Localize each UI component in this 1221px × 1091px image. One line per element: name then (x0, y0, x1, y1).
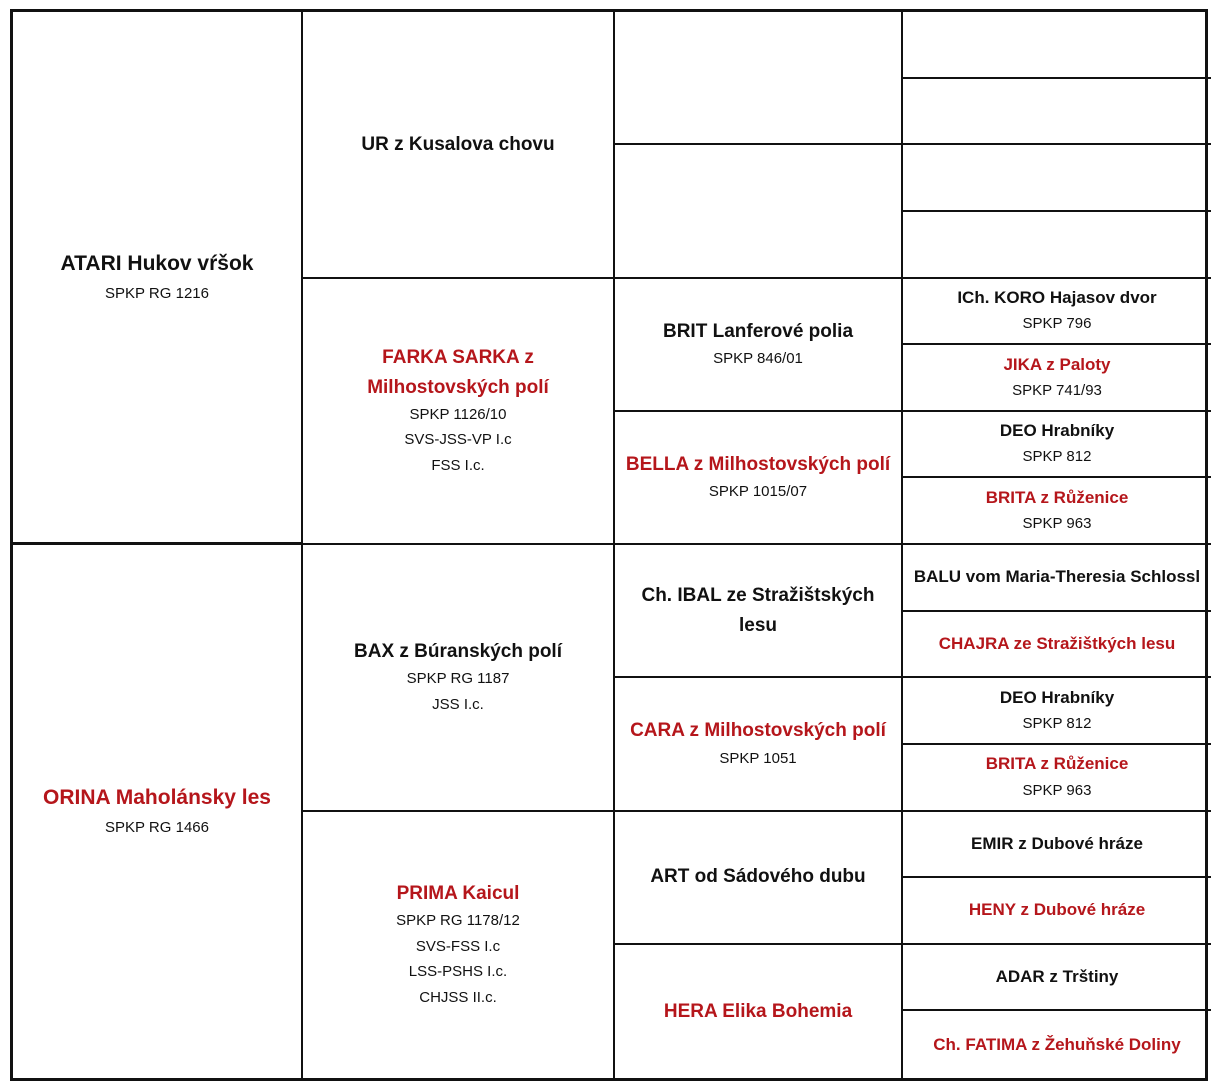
great-grandparent-cell (615, 545, 903, 678)
great-great-grandparent-cell (903, 12, 1211, 79)
registration-info: CHJSS II.c. (419, 988, 497, 1006)
great-great-grandparent-cell (903, 1011, 1211, 1078)
great-great-grandparent-cell (903, 412, 1211, 479)
great-great-grandparent-cell (903, 678, 1211, 745)
great-great-grandparent-cell (903, 212, 1211, 279)
registration-info: SVS-FSS I.c (415, 937, 501, 955)
great-great-grandparent-cell (903, 878, 1211, 945)
registration-info: SPKP 1051 (719, 749, 797, 767)
registration-info: SPKP RG 1178/12 (396, 912, 520, 930)
great-grandparent-cell (615, 279, 903, 412)
great-grandparent-cell (615, 812, 903, 945)
great-grandparent-cell (615, 678, 903, 811)
great-great-grandparent-cell (903, 145, 1211, 212)
great-great-grandparent-cell (903, 345, 1211, 412)
registration-info: SPKP 846/01 (713, 350, 803, 368)
dog-name: ICh. KORO Hajasov dvor (957, 287, 1157, 307)
registration-info: JSS I.c. (432, 695, 484, 713)
dog-name: BALU vom Maria-Theresia Schlossl (913, 567, 1201, 587)
grandparent-cell (303, 279, 615, 546)
registration-info: SPKP 963 (1022, 515, 1092, 533)
dog-name: BRITA z Růženice (985, 487, 1129, 507)
dog-name: JIKA z Paloty (1003, 354, 1111, 374)
dog-name: Ch. FATIMA z Žehuňské Doliny (933, 1034, 1181, 1054)
dog-name: BRITA z Růženice (985, 754, 1129, 774)
dog-name: HERA Elika Bohemia (663, 1000, 853, 1022)
registration-info: SPKP 1126/10 (409, 405, 507, 423)
dog-name: FARKA SARKA z Milhostovských polí (367, 347, 549, 398)
registration-info: SPKP RG 1216 (105, 284, 209, 302)
registration-info: SPKP 963 (1022, 781, 1092, 799)
dog-name: DEO Hrabníky (999, 421, 1115, 441)
dog-name: UR z Kusalova chovu (361, 133, 555, 155)
great-grandparent-cell (615, 12, 903, 145)
great-grandparent-cell (615, 145, 903, 278)
great-grandparent-cell (615, 412, 903, 545)
registration-info: SPKP 796 (1022, 315, 1092, 333)
great-great-grandparent-cell (903, 612, 1211, 679)
dog-name: ATARI Hukov vŕšok (60, 251, 254, 275)
great-great-grandparent-cell (903, 545, 1211, 612)
grandparent-cell (303, 812, 615, 1079)
dog-name: HENY z Dubové hráze (968, 900, 1146, 920)
great-great-grandparent-cell (903, 79, 1211, 146)
great-great-grandparent-cell (903, 745, 1211, 812)
dog-name: PRIMA Kaicul (396, 883, 520, 905)
grandparent-cell (303, 12, 615, 279)
parent-cell (13, 12, 303, 545)
great-great-grandparent-cell (903, 478, 1211, 545)
dog-name: BELLA z Milhostovských polí (625, 453, 891, 475)
dog-name: DEO Hrabníky (999, 687, 1115, 707)
registration-info: SPKP 1015/07 (708, 483, 808, 501)
registration-info: SPKP 812 (1022, 448, 1092, 466)
registration-info: SVS-JSS-VP I.c (404, 431, 512, 449)
dog-name: ORINA Maholánsky les (43, 786, 271, 810)
grandparent-cell (303, 545, 615, 812)
dog-name: EMIR z Dubové hráze (971, 833, 1143, 853)
parent-cell (13, 545, 303, 1078)
registration-info: LSS-PSHS I.c. (408, 963, 508, 981)
great-grandparent-cell (615, 945, 903, 1078)
dog-name: BRIT Lanferové polia (662, 320, 854, 342)
dog-name: CHAJRA ze Stražištkých lesu (938, 633, 1176, 653)
dog-name: CARA z Milhostovských polí (630, 720, 886, 742)
dog-name: BAX z Búranských polí (354, 641, 562, 663)
great-great-grandparent-cell (903, 812, 1211, 879)
registration-info: SPKP RG 1466 (105, 819, 209, 837)
great-great-grandparent-cell (903, 945, 1211, 1012)
registration-info: SPKP 812 (1022, 714, 1092, 732)
great-great-grandparent-cell (903, 279, 1211, 346)
dog-name: Ch. IBAL ze Stražištských lesu (641, 585, 875, 636)
registration-info: FSS I.c. (431, 456, 485, 474)
dog-name: ART od Sádového dubu (650, 866, 866, 888)
dog-name: ADAR z Trštiny (995, 966, 1119, 986)
registration-info: SPKP RG 1187 (406, 670, 510, 688)
registration-info: SPKP 741/93 (1012, 381, 1102, 399)
pedigree-table (10, 9, 1208, 1081)
